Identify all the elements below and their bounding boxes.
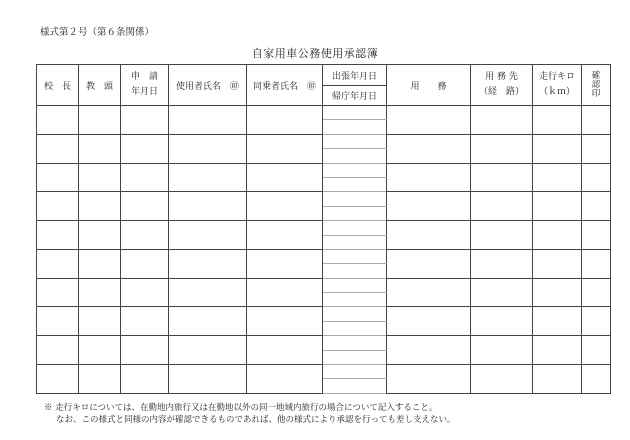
cell-confirmation-seal [582, 336, 611, 365]
cell-return-date [323, 177, 387, 191]
cell-principal-seal [37, 163, 79, 192]
cell-distance [533, 278, 582, 307]
cell-destination [471, 134, 533, 163]
cell-passenger-name [247, 249, 323, 278]
cell-application-date [121, 192, 169, 221]
ledger-row [37, 134, 611, 148]
cell-return-date [323, 120, 387, 134]
header-principal: 校 長 [37, 65, 79, 106]
cell-destination [471, 106, 533, 135]
header-vice-principal: 教 頭 [79, 65, 121, 106]
ledger-row [37, 106, 611, 120]
cell-user-name [169, 278, 247, 307]
cell-distance [533, 307, 582, 336]
cell-principal-seal [37, 192, 79, 221]
cell-passenger-name [247, 336, 323, 365]
ledger-row [37, 278, 611, 292]
header-departure-date: 出張年月日 [323, 65, 387, 86]
cell-passenger-name [247, 134, 323, 163]
cell-departure-date [323, 134, 387, 148]
cell-business [387, 365, 471, 394]
header-destination: 用 務 先 （経 路） [471, 65, 533, 106]
cell-departure-date [323, 192, 387, 206]
ledger-row [37, 221, 611, 235]
cell-departure-date [323, 336, 387, 350]
ledger-row [37, 192, 611, 206]
cell-application-date [121, 365, 169, 394]
cell-return-date [323, 235, 387, 249]
cell-confirmation-seal [582, 192, 611, 221]
form-number-label: 様式第２号（第６条関係） [40, 27, 155, 38]
cell-business [387, 134, 471, 163]
ledger-body [37, 106, 611, 394]
cell-vice-principal-seal [79, 249, 121, 278]
cell-destination [471, 221, 533, 250]
cell-destination [471, 336, 533, 365]
header-application-date: 申 請 年月日 [121, 65, 169, 106]
cell-return-date [323, 149, 387, 163]
cell-vice-principal-seal [79, 134, 121, 163]
cell-vice-principal-seal [79, 106, 121, 135]
header-user-name: 使用者氏名 ㊞ [169, 65, 247, 106]
cell-destination [471, 307, 533, 336]
cell-confirmation-seal [582, 163, 611, 192]
cell-distance [533, 365, 582, 394]
cell-distance [533, 249, 582, 278]
cell-user-name [169, 336, 247, 365]
cell-confirmation-seal [582, 221, 611, 250]
cell-user-name [169, 163, 247, 192]
cell-distance [533, 221, 582, 250]
cell-destination [471, 365, 533, 394]
cell-destination [471, 163, 533, 192]
header-passenger-name: 同乗者氏名 ㊞ [247, 65, 323, 106]
cell-distance [533, 106, 582, 135]
cell-business [387, 163, 471, 192]
cell-business [387, 249, 471, 278]
approval-ledger-table [36, 64, 611, 394]
cell-application-date [121, 307, 169, 336]
cell-departure-date [323, 278, 387, 292]
header-return-date: 帰庁年月日 [323, 86, 387, 106]
ledger-row [37, 163, 611, 177]
header-confirmation-seal: 確 認 印 [582, 65, 611, 106]
cell-passenger-name [247, 221, 323, 250]
cell-principal-seal [37, 106, 79, 135]
cell-return-date [323, 264, 387, 278]
cell-user-name [169, 249, 247, 278]
cell-user-name [169, 307, 247, 336]
cell-return-date [323, 321, 387, 335]
cell-principal-seal [37, 307, 79, 336]
cell-passenger-name [247, 106, 323, 135]
cell-application-date [121, 249, 169, 278]
cell-departure-date [323, 365, 387, 379]
cell-vice-principal-seal [79, 163, 121, 192]
cell-departure-date [323, 221, 387, 235]
cell-vice-principal-seal [79, 192, 121, 221]
cell-principal-seal [37, 365, 79, 394]
cell-passenger-name [247, 278, 323, 307]
footnote-line-1: ※ 走行キロについては、在勤地内旅行又は在勤地以外の同一地域内旅行の場合について記入すること。 [44, 403, 438, 413]
cell-user-name [169, 106, 247, 135]
cell-business [387, 192, 471, 221]
cell-application-date [121, 134, 169, 163]
cell-vice-principal-seal [79, 221, 121, 250]
cell-passenger-name [247, 163, 323, 192]
cell-application-date [121, 278, 169, 307]
cell-departure-date [323, 163, 387, 177]
cell-distance [533, 192, 582, 221]
cell-confirmation-seal [582, 365, 611, 394]
cell-application-date [121, 221, 169, 250]
cell-confirmation-seal [582, 249, 611, 278]
cell-distance [533, 134, 582, 163]
cell-user-name [169, 365, 247, 394]
cell-destination [471, 192, 533, 221]
ledger-row [37, 307, 611, 321]
cell-vice-principal-seal [79, 307, 121, 336]
cell-return-date [323, 379, 387, 393]
ledger-row [37, 249, 611, 263]
footnote [44, 402, 456, 426]
cell-passenger-name [247, 307, 323, 336]
footnote-line-2: なお、この様式と同様の内容が確認できるものであれば、他の様式により承認を行っても差し支えない。 [56, 415, 456, 425]
cell-departure-date [323, 106, 387, 120]
cell-vice-principal-seal [79, 278, 121, 307]
cell-principal-seal [37, 336, 79, 365]
header-distance: 走行キロ （ｋｍ） [533, 65, 582, 106]
cell-destination [471, 278, 533, 307]
cell-application-date [121, 336, 169, 365]
cell-principal-seal [37, 249, 79, 278]
cell-return-date [323, 206, 387, 220]
ledger-row [37, 336, 611, 350]
cell-principal-seal [37, 134, 79, 163]
cell-vice-principal-seal [79, 365, 121, 394]
cell-application-date [121, 106, 169, 135]
document-title: 自家用車公務使用承認簿 [251, 47, 379, 60]
cell-business [387, 278, 471, 307]
cell-application-date [121, 163, 169, 192]
cell-destination [471, 249, 533, 278]
cell-business [387, 106, 471, 135]
cell-distance [533, 163, 582, 192]
cell-business [387, 336, 471, 365]
cell-confirmation-seal [582, 307, 611, 336]
cell-business [387, 307, 471, 336]
cell-return-date [323, 350, 387, 364]
cell-return-date [323, 293, 387, 307]
ledger-row [37, 365, 611, 379]
cell-departure-date [323, 249, 387, 263]
cell-user-name [169, 134, 247, 163]
cell-user-name [169, 192, 247, 221]
cell-principal-seal [37, 221, 79, 250]
cell-distance [533, 336, 582, 365]
cell-vice-principal-seal [79, 336, 121, 365]
cell-confirmation-seal [582, 278, 611, 307]
header-business: 用 務 [387, 65, 471, 106]
cell-principal-seal [37, 278, 79, 307]
cell-departure-date [323, 307, 387, 321]
cell-confirmation-seal [582, 134, 611, 163]
cell-confirmation-seal [582, 106, 611, 135]
cell-user-name [169, 221, 247, 250]
cell-passenger-name [247, 365, 323, 394]
cell-passenger-name [247, 192, 323, 221]
cell-business [387, 221, 471, 250]
